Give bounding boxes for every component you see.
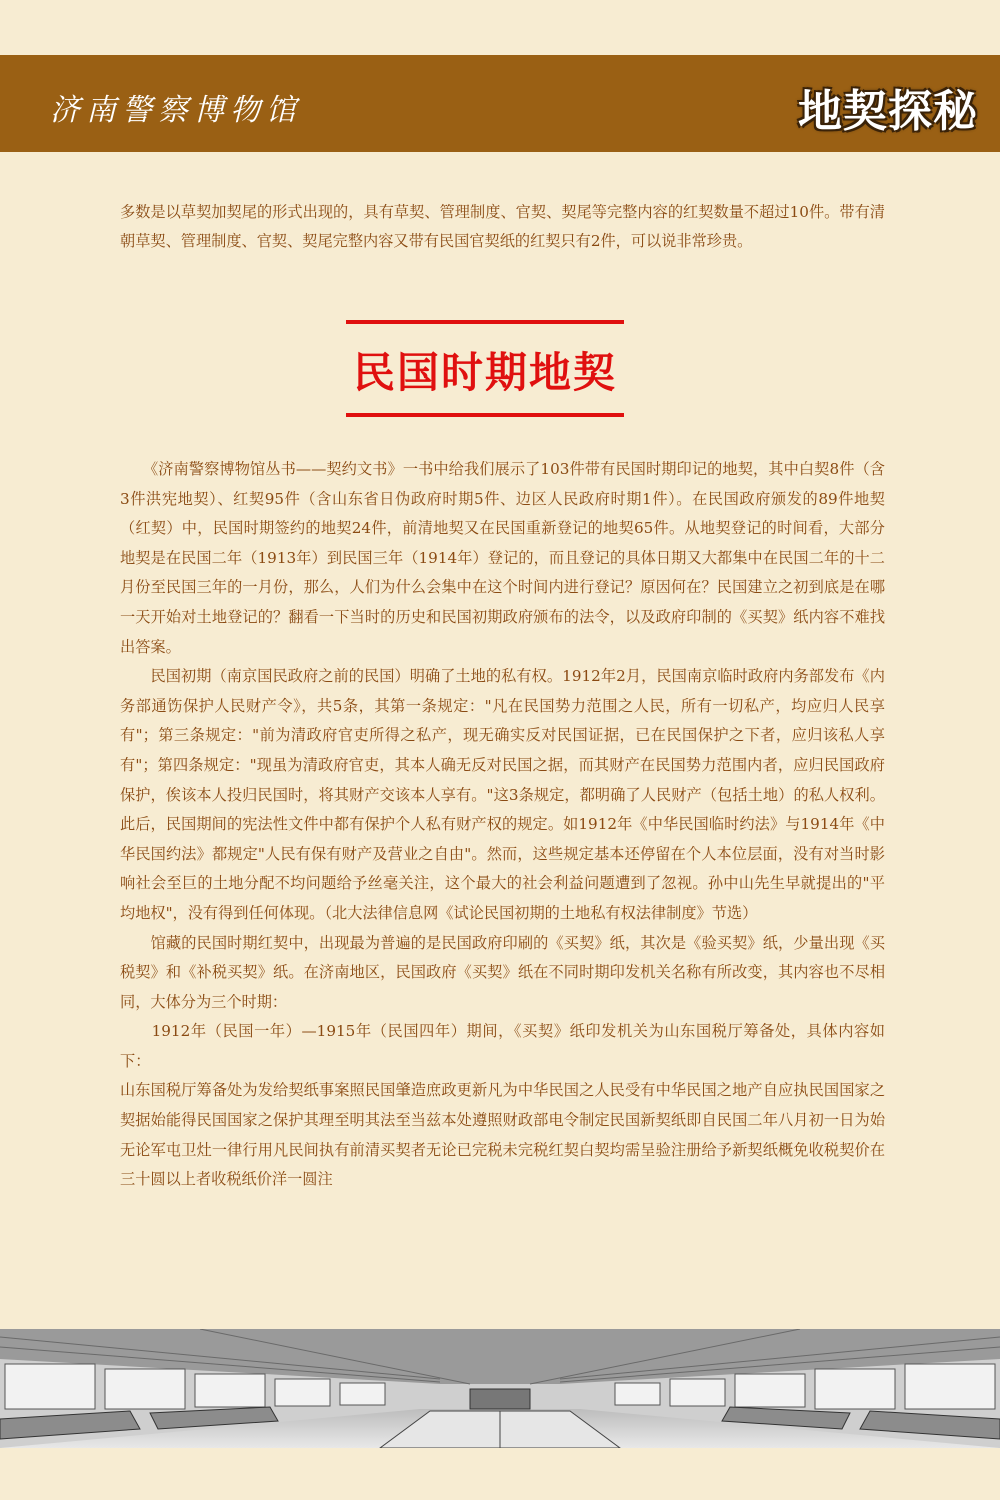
- article-body: [120, 455, 885, 1195]
- title-rule-top: [346, 320, 624, 324]
- title-rule-bottom: [346, 413, 624, 417]
- body-paragraph: 1912年（民国一年）—1915年（民国四年）期间，《买契》纸印发机关为山东国税厅筹备处，具体内容如下：: [120, 1022, 885, 1070]
- body-paragraph: 《济南警察博物馆丛书——契约文书》一书中给我们展示了103件带有民国时期印记的地契，其中白契8件（含3件洪宪地契）、红契95件（含山东省日伪政府时期5件、边区人民政府时期1件）。在民国政府颁发的89件地契（红契）中，民国时期签约的地契24件，前清地契又在民国重新登记的地契65件。从地契登记的时间看，大部分地契是在民国二年（1913年）到民国三年（1914年）登记的，而且登记的具体日期又大都集中在民国二年的十二月份至民国三年的一月份，那么，人们为什么会集中在这个时间内进行登记？原因何在？民国建立之初到底是在哪一天开始对土地登记的？翻看一下当时的历史和民国初期政府颁布的法令，以及政府印制的《买契》纸内容不难找出答案。: [120, 460, 885, 656]
- exhibition-hall-photo: [0, 1329, 1000, 1448]
- museum-name: 济南警察博物馆: [50, 93, 302, 128]
- section-title: 民国时期地契: [352, 348, 617, 397]
- page-header: [0, 55, 1000, 152]
- intro-paragraph: 多数是以草契加契尾的形式出现的，具有草契、管理制度、官契、契尾等完整内容的红契数量不超过10件。带有清朝草契、管理制度、官契、契尾完整内容又带有民国官契纸的红契只有2件，可以说非常珍贵。: [120, 203, 885, 250]
- body-paragraph: 馆藏的民国时期红契中，出现最为普遍的是民国政府印刷的《买契》纸，其次是《验买契》纸，少量出现《买税契》和《补税买契》纸。在济南地区，民国政府《买契》纸在不同时期印发机关名称有所改变，其内容也不尽相同，大体分为三个时期：: [120, 933, 885, 1011]
- column-title-logo: 地契探秘: [798, 86, 978, 137]
- body-paragraph: 民国初期（南京国民政府之前的民国）明确了土地的私有权。1912年2月，民国南京临时政府内务部发布《内务部通饬保护人民财产令》，共5条，其第一条规定："凡在民国势力范围之人民，所有一切私产，均应归人民享有"；第三条规定："前为清政府官吏所得之私产，现无确实反对民国证据，已在民国保护之下者，应归该私人享有"；第四条规定："现虽为清政府官吏，其本人确无反对民国之据，而其财产在民国势力范围内者，应归民国政府保护，俟该本人投归民国时，将其财产交该本人享有。"这3条规定，都明确了人民财产（包括土地）的私人权利。此后，民国期间的宪法性文件中都有保护个人私有财产权的规定。如1912年《中华民国临时约法》与1914年《中华民国约法》都规定"人民有保有财产及营业之自由"。然而，这些规定基本还停留在个人本位层面，没有对当时影响社会至巨的土地分配不均问题给予丝毫关注，这个最大的社会利益问题遭到了忽视。孙中山先生早就提出的"平均地权"，没有得到任何体现。（北大法律信息网《试论民国初期的土地私有权法律制度》节选）: [120, 667, 885, 922]
- body-paragraph: 山东国税厅筹备处为发给契纸事案照民国肇造庶政更新凡为中华民国之人民受有中华民国之地产自应执民国国家之契据始能得民国国家之保护其理至明其法至当兹本处遵照财政部电令制定民国新契纸即自民国二年八月初一日为始无论军屯卫灶一律行用凡民间执有前清买契者无论已完税未完税红契白契均需呈验注册给予新契纸概免收税契价在三十圆以上者收税纸价洋一圆注: [120, 1081, 885, 1189]
